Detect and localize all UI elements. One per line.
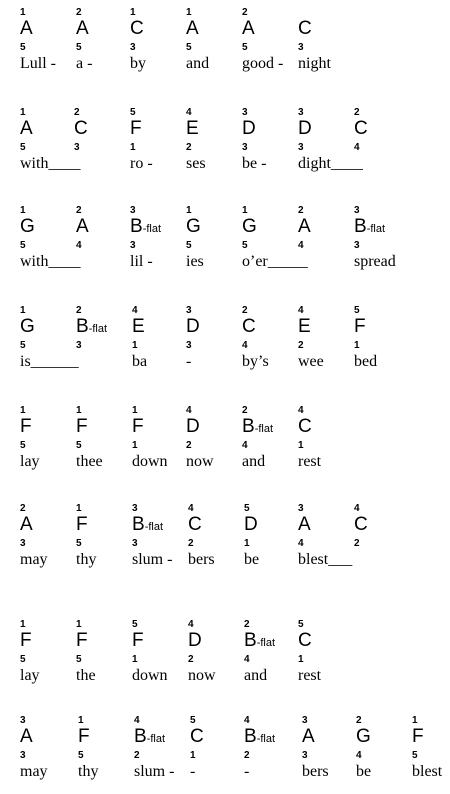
note-name: B-flat [242, 416, 274, 437]
left-hand-finger: 1 [132, 440, 138, 451]
lyric: o’er_____ [242, 253, 308, 270]
note-name: D [242, 118, 256, 139]
lyric: be [356, 763, 372, 780]
note-name: D [186, 316, 200, 337]
right-hand-finger: 3 [242, 107, 248, 118]
left-hand-finger: 1 [132, 340, 138, 351]
note-name: F [132, 416, 144, 437]
right-hand-finger: 1 [20, 107, 26, 118]
right-hand-finger: 2 [76, 205, 82, 216]
left-hand-finger: 5 [76, 538, 82, 549]
note-name: B-flat [132, 514, 164, 535]
lyric: thy [78, 763, 99, 780]
left-hand-finger: 5 [76, 42, 82, 53]
music-line-6 [0, 504, 450, 568]
left-hand-finger: 1 [130, 142, 136, 153]
note-name: G [242, 216, 257, 237]
right-hand-finger: 1 [20, 619, 26, 630]
lyric: may [20, 551, 48, 568]
note-name: F [78, 726, 90, 747]
left-hand-finger: 1 [298, 440, 304, 451]
note-name: B-flat [130, 216, 162, 237]
note-cell [298, 406, 378, 470]
right-hand-finger: 4 [188, 503, 194, 514]
right-hand-finger: 2 [354, 107, 360, 118]
left-hand-finger: 1 [354, 340, 360, 351]
note-name: A [186, 18, 199, 39]
right-hand-finger: 2 [242, 7, 248, 18]
note-cell [298, 620, 378, 684]
right-hand-finger: 2 [298, 205, 304, 216]
left-hand-finger: 4 [242, 440, 248, 451]
music-line-2 [0, 108, 450, 172]
left-hand-finger: 4 [76, 240, 82, 251]
music-line-4 [0, 306, 450, 370]
music-line-7 [0, 620, 450, 684]
left-hand-finger: 4 [298, 240, 304, 251]
left-hand-finger: 4 [356, 750, 362, 761]
lyric: bed [354, 353, 378, 370]
note-name: B-flat [134, 726, 166, 747]
note-name: C [298, 18, 312, 39]
right-hand-finger: 3 [298, 503, 304, 514]
left-hand-finger: 4 [244, 654, 250, 665]
lyric: - [186, 353, 192, 370]
note-name: A [76, 18, 89, 39]
note-name: A [20, 18, 33, 39]
left-hand-finger: 5 [186, 42, 192, 53]
left-hand-finger: 3 [130, 42, 136, 53]
left-hand-finger: 3 [132, 538, 138, 549]
note-name: E [132, 316, 145, 337]
right-hand-finger: 4 [186, 107, 192, 118]
left-hand-finger: 5 [20, 42, 26, 53]
right-hand-finger: 2 [20, 503, 26, 514]
right-hand-finger: 2 [76, 7, 82, 18]
left-hand-finger: 2 [134, 750, 140, 761]
lyric: thy [76, 551, 97, 568]
note-name: A [20, 118, 33, 139]
lyric: be [244, 551, 260, 568]
note-name: C [74, 118, 88, 139]
left-hand-finger: 3 [298, 42, 304, 53]
right-hand-finger: 3 [186, 305, 192, 316]
left-hand-finger: 5 [242, 42, 248, 53]
left-hand-finger: 3 [298, 142, 304, 153]
left-hand-finger: 2 [188, 538, 194, 549]
right-hand-finger: 4 [186, 405, 192, 416]
left-hand-finger: 1 [132, 654, 138, 665]
right-hand-finger: 3 [302, 715, 308, 726]
left-hand-finger: 4 [298, 538, 304, 549]
left-hand-finger: 3 [74, 142, 80, 153]
lyric: ro - [130, 155, 153, 172]
right-hand-finger: 3 [132, 503, 138, 514]
note-name: A [298, 514, 311, 535]
note-name: D [244, 514, 258, 535]
left-hand-finger: 3 [302, 750, 308, 761]
right-hand-finger: 4 [132, 305, 138, 316]
left-hand-finger: 2 [298, 340, 304, 351]
left-hand-finger: 5 [242, 240, 248, 251]
note-name: C [190, 726, 204, 747]
music-line-3 [0, 206, 450, 270]
lyric: a - [76, 55, 93, 72]
note-cell [298, 8, 378, 72]
right-hand-finger: 1 [20, 405, 26, 416]
lyric: with____ [20, 155, 81, 172]
right-hand-finger: 4 [188, 619, 194, 630]
note-name: F [76, 630, 88, 651]
lyric: bers [302, 763, 329, 780]
left-hand-finger: 1 [190, 750, 196, 761]
note-name: A [20, 514, 33, 535]
right-hand-finger: 3 [354, 205, 360, 216]
lyric: lil - [130, 253, 153, 270]
lyric: and [244, 667, 268, 684]
right-hand-finger: 1 [130, 7, 136, 18]
right-hand-finger: 1 [242, 205, 248, 216]
lyric: blest___ [298, 551, 353, 568]
left-hand-finger: 3 [242, 142, 248, 153]
right-hand-finger: 3 [20, 715, 26, 726]
left-hand-finger: 3 [20, 538, 26, 549]
right-hand-finger: 5 [298, 619, 304, 630]
right-hand-finger: 2 [74, 107, 80, 118]
note-cell [354, 206, 434, 270]
note-name: F [20, 416, 32, 437]
lyric: rest [298, 667, 322, 684]
note-name: C [130, 18, 144, 39]
lyric: now [188, 667, 216, 684]
right-hand-finger: 5 [244, 503, 250, 514]
left-hand-finger: 3 [354, 240, 360, 251]
left-hand-finger: 2 [188, 654, 194, 665]
lyric: ses [186, 155, 206, 172]
lyric: is______ [20, 353, 79, 370]
note-name: C [354, 514, 368, 535]
left-hand-finger: 5 [78, 750, 84, 761]
note-name: G [20, 216, 35, 237]
note-name: C [298, 416, 312, 437]
lyric: - [190, 763, 196, 780]
lyric: lay [20, 453, 40, 470]
right-hand-finger: 2 [244, 619, 250, 630]
right-hand-finger: 4 [244, 715, 250, 726]
left-hand-finger: 1 [244, 538, 250, 549]
note-name: F [354, 316, 366, 337]
lyric: with____ [20, 253, 81, 270]
lyric: down [132, 667, 168, 684]
note-name: F [76, 514, 88, 535]
right-hand-finger: 1 [186, 7, 192, 18]
right-hand-finger: 4 [298, 405, 304, 416]
music-line-5 [0, 406, 450, 470]
right-hand-finger: 2 [242, 305, 248, 316]
note-name: F [130, 118, 142, 139]
lyric: Lull - [20, 55, 56, 72]
right-hand-finger: 5 [354, 305, 360, 316]
right-hand-finger: 1 [186, 205, 192, 216]
lyric: bers [188, 551, 215, 568]
right-hand-finger: 1 [76, 503, 82, 514]
right-hand-finger: 1 [132, 405, 138, 416]
left-hand-finger: 5 [186, 240, 192, 251]
note-name: F [132, 630, 144, 651]
note-name: A [302, 726, 315, 747]
note-cell [354, 306, 434, 370]
lyric: and [242, 453, 266, 470]
lyric: may [20, 763, 48, 780]
note-name: E [298, 316, 311, 337]
lyric: by’s [242, 353, 269, 370]
note-name: F [412, 726, 424, 747]
left-hand-finger: 3 [20, 750, 26, 761]
lyric: by [130, 55, 146, 72]
right-hand-finger: 2 [76, 305, 82, 316]
note-name: E [186, 118, 199, 139]
right-hand-finger: 5 [130, 107, 136, 118]
lyric: now [186, 453, 214, 470]
note-name: A [76, 216, 89, 237]
left-hand-finger: 1 [298, 654, 304, 665]
right-hand-finger: 5 [132, 619, 138, 630]
left-hand-finger: 5 [20, 654, 26, 665]
note-name: B-flat [354, 216, 386, 237]
right-hand-finger: 4 [298, 305, 304, 316]
right-hand-finger: 2 [242, 405, 248, 416]
left-hand-finger: 5 [20, 440, 26, 451]
lyric: wee [298, 353, 324, 370]
left-hand-finger: 3 [130, 240, 136, 251]
note-name: F [76, 416, 88, 437]
lyric: night [298, 55, 331, 72]
left-hand-finger: 5 [412, 750, 418, 761]
right-hand-finger: 4 [134, 715, 140, 726]
lyric: rest [298, 453, 322, 470]
left-hand-finger: 4 [354, 142, 360, 153]
left-hand-finger: 2 [244, 750, 250, 761]
note-name: G [356, 726, 371, 747]
right-hand-finger: 5 [190, 715, 196, 726]
left-hand-finger: 3 [76, 340, 82, 351]
note-cell [354, 504, 434, 568]
left-hand-finger: 2 [186, 440, 192, 451]
lyric: dight____ [298, 155, 363, 172]
lyric: ba [132, 353, 148, 370]
lyric: good - [242, 55, 284, 72]
left-hand-finger: 5 [20, 340, 26, 351]
music-line-1 [0, 8, 450, 72]
right-hand-finger: 3 [298, 107, 304, 118]
right-hand-finger: 1 [76, 405, 82, 416]
note-name: D [186, 416, 200, 437]
note-name: A [20, 726, 33, 747]
lyric: - [244, 763, 250, 780]
left-hand-finger: 5 [20, 240, 26, 251]
lyric: ies [186, 253, 204, 270]
note-name: B-flat [244, 630, 276, 651]
left-hand-finger: 2 [354, 538, 360, 549]
note-cell [412, 716, 450, 780]
note-name: C [354, 118, 368, 139]
left-hand-finger: 2 [186, 142, 192, 153]
left-hand-finger: 3 [186, 340, 192, 351]
note-name: A [242, 18, 255, 39]
left-hand-finger: 5 [76, 440, 82, 451]
lyric: thee [76, 453, 103, 470]
lyric: slum - [132, 551, 173, 568]
note-name: G [20, 316, 35, 337]
note-name: F [20, 630, 32, 651]
left-hand-finger: 4 [242, 340, 248, 351]
right-hand-finger: 4 [354, 503, 360, 514]
note-name: A [298, 216, 311, 237]
music-line-8 [0, 716, 450, 780]
note-name: B-flat [244, 726, 276, 747]
left-hand-finger: 5 [76, 654, 82, 665]
lyric: lay [20, 667, 40, 684]
right-hand-finger: 1 [20, 7, 26, 18]
right-hand-finger: 1 [76, 619, 82, 630]
note-cell [354, 108, 434, 172]
note-name: C [242, 316, 256, 337]
right-hand-finger: 2 [356, 715, 362, 726]
lyric: slum - [134, 763, 175, 780]
lyric: spread [354, 253, 396, 270]
note-name: G [186, 216, 201, 237]
right-hand-finger: 3 [130, 205, 136, 216]
right-hand-finger: 1 [78, 715, 84, 726]
note-name: C [188, 514, 202, 535]
right-hand-finger: 1 [412, 715, 418, 726]
lyric: the [76, 667, 96, 684]
right-hand-finger: 1 [20, 205, 26, 216]
note-name: D [188, 630, 202, 651]
note-name: C [298, 630, 312, 651]
lyric: be - [242, 155, 267, 172]
note-name: B-flat [76, 316, 108, 337]
lyric: down [132, 453, 168, 470]
note-name: D [298, 118, 312, 139]
right-hand-finger: 1 [20, 305, 26, 316]
lyric: blest [412, 763, 443, 780]
left-hand-finger: 5 [20, 142, 26, 153]
lyric: and [186, 55, 210, 72]
